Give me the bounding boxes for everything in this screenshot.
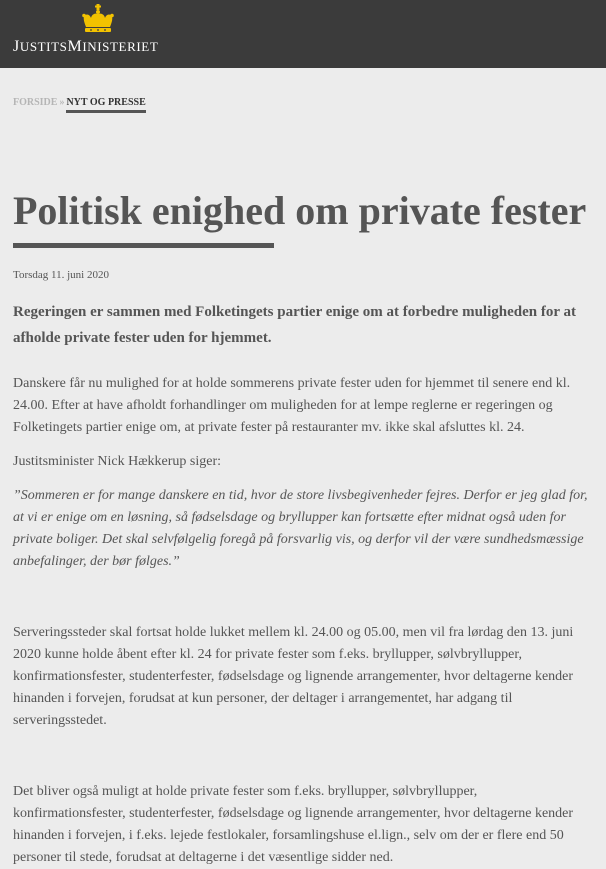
crown-icon — [81, 4, 115, 34]
breadcrumb-separator: » — [59, 97, 65, 108]
article-paragraph-4: Det bliver også muligt at holde private fester som f.eks. bryllupper, sølvbryllupper, konfirmationsfester, studenterfester, fødselsdage og lignende arrangementer, hvor deltagerne kender hinanden i forvejen, i f.eks. lejede festlokaler, forsamlingshuse el.lign., selv om der er flere end 50 personer til stede, forudsat at deltagerne i det væsentlige sidder ned. — [13, 784, 574, 865]
breadcrumb-home-link[interactable]: FORSIDE — [13, 97, 58, 108]
logo-wordmark — [13, 38, 158, 56]
site-logo-link[interactable] — [13, 4, 163, 64]
article-quote: ”Sommeren er for mange danskere en tid, hvor de store livsbegivenheder fejres. Derfor er jeg glad for, at vi er enige om en løsning, så fødselsdage og bryllupper kan fortsætte efter midnat også uden for private boliger. Det skal selvfølgelig foregå på forsvarlig vis, og derfor vil der være sundhedsmæssige anbefalinger, der bør følges.” — [13, 488, 588, 569]
article-date: Torsdag 11. juni 2020 — [13, 269, 109, 281]
article-paragraph-1: Danskere får nu mulighed for at holde sommerens private fester uden for hjemmet til senere end kl. 24.00. Efter at have afholdt forhandlinger om muligheden for at lempe reglerne er regeringen og Folketingets partier enige om, at private fester på restauranter mv. ikke skal afsluttes kl. 24. — [13, 376, 571, 435]
logo-letter-m: M — [67, 38, 83, 55]
article-lead: Regeringen er sammen med Folketingets partier enige om at forbedre muligheden for at afholde private fester uden for hjemmet. — [13, 304, 576, 346]
breadcrumb — [13, 97, 593, 113]
logo-word-ministeriet: INISTERIET — [82, 39, 159, 54]
article-content — [0, 97, 606, 869]
title-underline — [13, 243, 274, 248]
logo-word-justits: USTITS — [19, 39, 68, 54]
breadcrumb-current-link[interactable]: NYT OG PRESSE — [66, 97, 145, 113]
article-paragraph-3: Serveringssteder skal fortsat holde lukket mellem kl. 24.00 og 05.00, men vil fra lørdag den 13. juni 2020 kunne holde åbent efter kl. 24 for private fester som f.eks. bryllupper, sølvbryllupper, konfirmationsfester, studenterfester, fødselsdage og lignende arrangementer, hvor deltagerne kender hinanden i forvejen, forudsat at kun personer, der deltager i arrangementet, har adgang til serveringsstedet. — [13, 625, 574, 728]
site-header — [0, 0, 606, 68]
page-title: Politisk enighed om private fester — [13, 188, 587, 233]
article-paragraph-2: Justitsminister Nick Hækkerup siger: — [13, 454, 222, 469]
logo-letter-j: J — [13, 38, 20, 55]
